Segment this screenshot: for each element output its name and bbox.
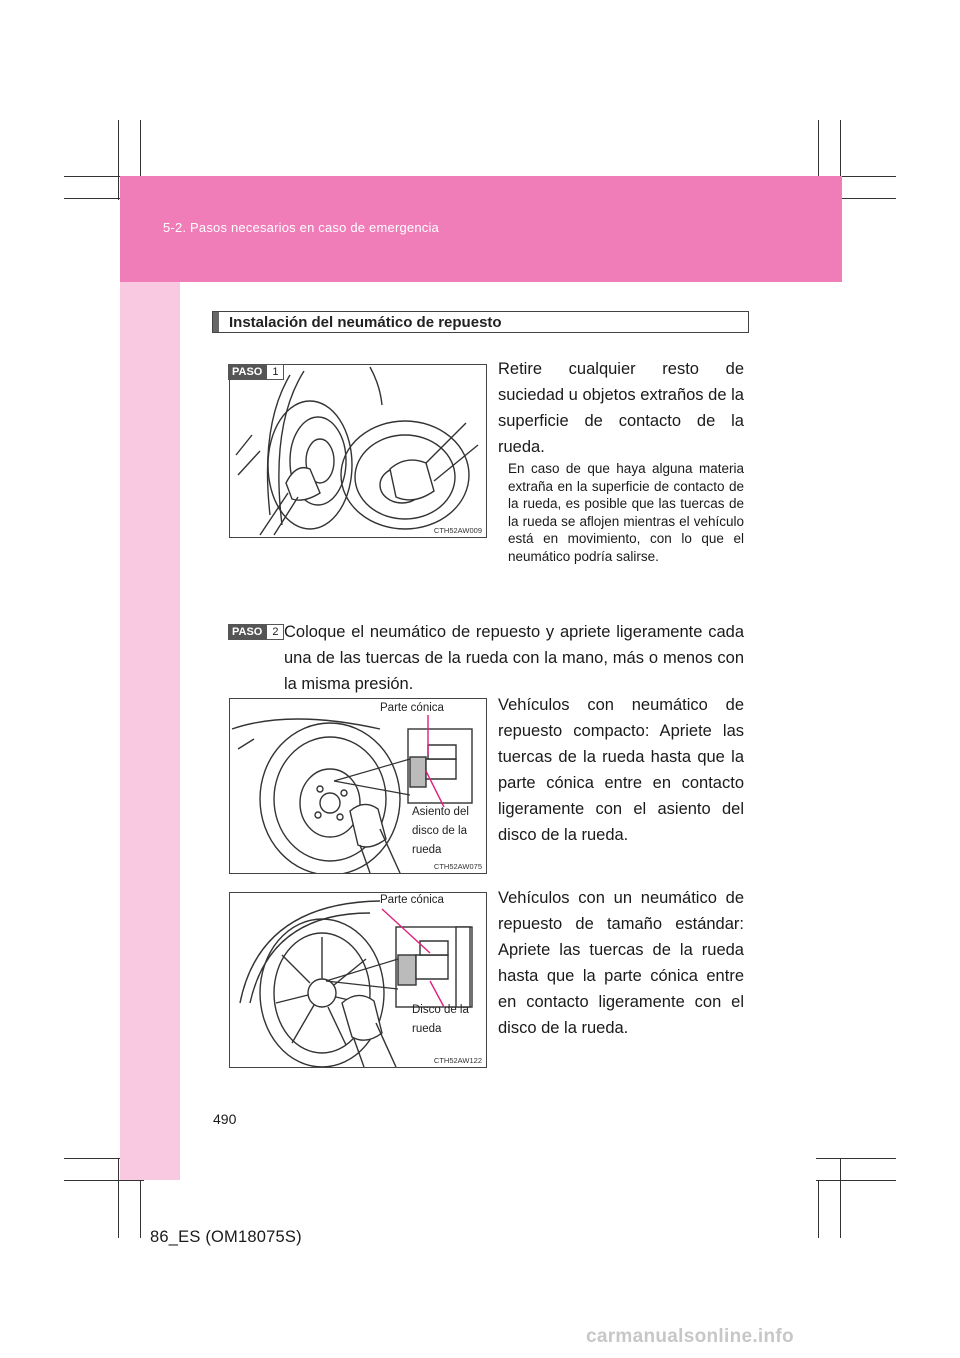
page-number: 490 [213,1111,237,1127]
document-code: 86_ES (OM18075S) [150,1228,302,1246]
callout-wheel-seat [412,803,482,860]
figure-code: CTH52AW009 [433,526,482,535]
step-badge-number: 2 [266,624,284,640]
side-strip [120,282,180,1180]
step-1-note: En caso de que haya alguna materia extraña en la superficie de contacto de la rueda, es posible que las tuercas de la rueda se aflojen mientras el vehículo está en movimiento, con lo que el neumático podría salirse. [508,461,744,564]
callout-line: Asiento del [412,806,469,818]
step-badge-number: 1 [266,364,284,380]
figure-standard-spare [229,892,487,1068]
callout-line: disco de la [412,825,467,837]
section-heading [212,311,749,333]
crop-mark [140,1180,141,1238]
crop-mark [64,1180,144,1181]
step-1-text: Retire cualquier resto de suciedad u objetos extraños de la superficie de contacto de la rueda. [498,360,744,456]
step-2-text: Coloque el neumático de repuesto y apriete ligeramente cada una de las tuercas de la rueda con la mano, más o menos con la misma presión. [284,623,744,693]
callout-line: rueda [412,1023,442,1035]
clean-wheel-illustration [230,365,486,537]
callout-conical-part: Parte cónica [380,894,444,906]
step-badge-label: PASO [228,624,266,640]
callout-wheel-disc [412,1001,482,1039]
crop-mark [816,1158,896,1159]
callout-line: Disco de la [412,1004,469,1016]
figure-compact-spare [229,698,487,874]
crop-mark [118,120,119,200]
step-1-badge [228,364,284,380]
crop-mark [816,1180,896,1181]
heading-bar [213,312,219,332]
watermark: carmanualsonline.info [586,1326,794,1347]
crop-mark [818,1180,819,1238]
standard-spare-text: Vehículos con un neumático de repuesto de tamaño estándar: Apriete las tuercas de la rueda hasta que la parte cónica entre en contacto ligeramente con el disco de la rueda. [498,889,744,1037]
section-title: 5-2. Pasos necesarios en caso de emergencia [163,220,439,235]
figure-clean-wheel [229,364,487,538]
callout-line: rueda [412,844,442,856]
step-2-badge [228,624,284,640]
figure-code: CTH52AW122 [433,1056,482,1065]
crop-mark [840,1158,841,1238]
heading-text: Instalación del neumático de repuesto [229,314,502,331]
callout-conical-part: Parte cónica [380,702,444,714]
step-badge-label: PASO [228,364,266,380]
figure-code: CTH52AW075 [433,862,482,871]
compact-spare-text: Vehículos con neumático de repuesto compacto: Apriete las tuercas de la rueda hasta que la parte cónica entre en contacto ligeramente con el asiento del disco de la rueda. [498,696,744,844]
standard-spare-illustration [230,893,486,1067]
crop-mark [118,1158,119,1238]
